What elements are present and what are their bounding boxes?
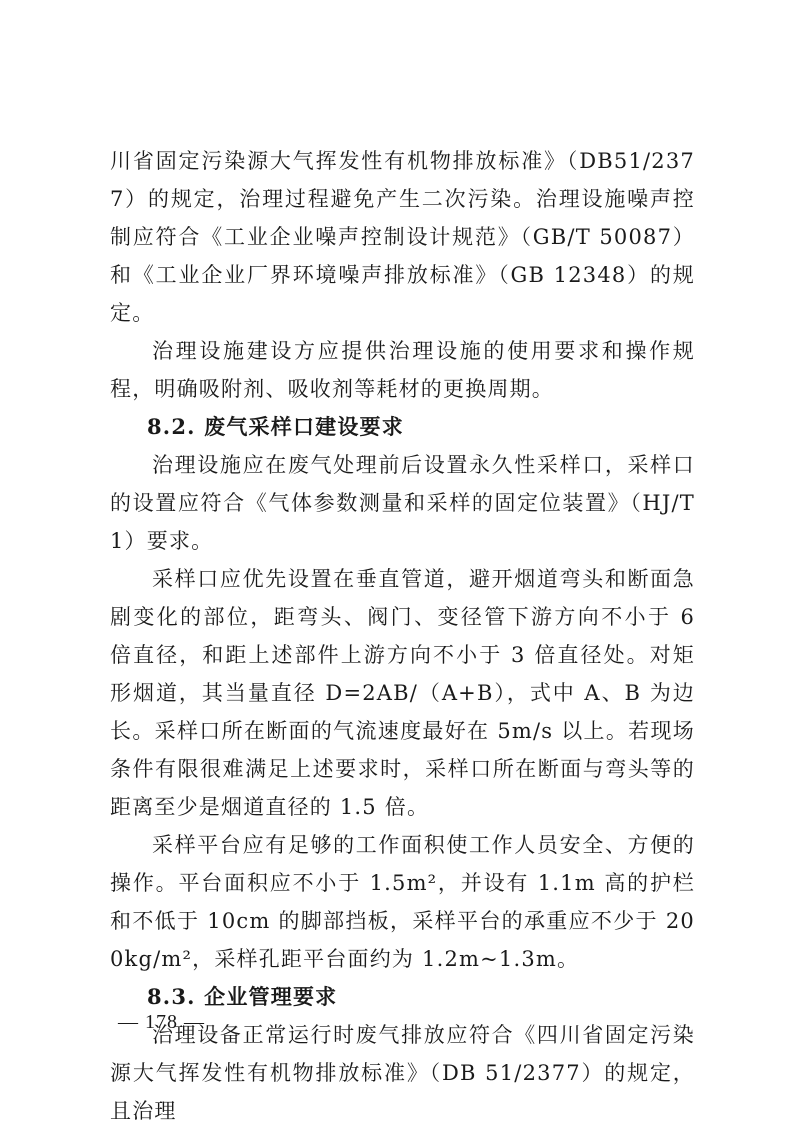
page-number: — 178 — [118, 1011, 205, 1033]
paragraph-operating-procedures: 治理设施建设方应提供治理设施的使用要求和操作规程，明确吸附剂、吸收剂等耗材的更换周期。 [110, 339, 695, 401]
paragraph-sampling-port-setup: 治理设施应在废气处理前后设置永久性采样口，采样口的设置应符合《气体参数测量和采样的固定位装置》（HJ/T 1）要求。 [110, 453, 695, 553]
paragraph-sampling-platform: 采样平台应有足够的工作面积使工作人员安全、方便的操作。平台面积应不小于 1.5m²，并设有 1.1m 高的护栏和不低于 10cm 的脚部挡板，采样平台的承重应不少于 200kg/m²，采样孔距平台面约为 1.2m~1.3m。 [110, 833, 695, 971]
section-heading-8-3: 8.3. 企业管理要求 [147, 984, 338, 1009]
page-body [110, 142, 695, 1130]
section-heading-8-2: 8.2. 废气采样口建设要求 [147, 414, 404, 439]
paragraph-sampling-port-location: 采样口应优先设置在垂直管道，避开烟道弯头和断面急剧变化的部位，距弯头、阀门、变径管下游方向不小于 6 倍直径，和距上述部件上游方向不小于 3 倍直径处。对矩形烟道，其当量直径 D=2AB/（A+B），式中 A、B 为边长。采样口所在断面的气流速度最好在 5m/s 以上。若现场条件有限很难满足上述要求时，采样口所在断面与弯头等的距离至少是烟道直径的 1.5 倍。 [110, 567, 695, 819]
paragraph-enterprise-management: 治理设备正常运行时废气排放应符合《四川省固定污染源大气挥发性有机物排放标准》（DB 51/2377）的规定，且治理 [110, 1023, 695, 1123]
paragraph-continuation: 川省固定污染源大气挥发性有机物排放标准》（DB51/2377）的规定，治理过程避免产生二次污染。治理设施噪声控制应符合《工业企业噪声控制设计规范》（GB/T 50087）和《工业企业厂界环境噪声排放标准》（GB 12348）的规定。 [110, 149, 695, 325]
